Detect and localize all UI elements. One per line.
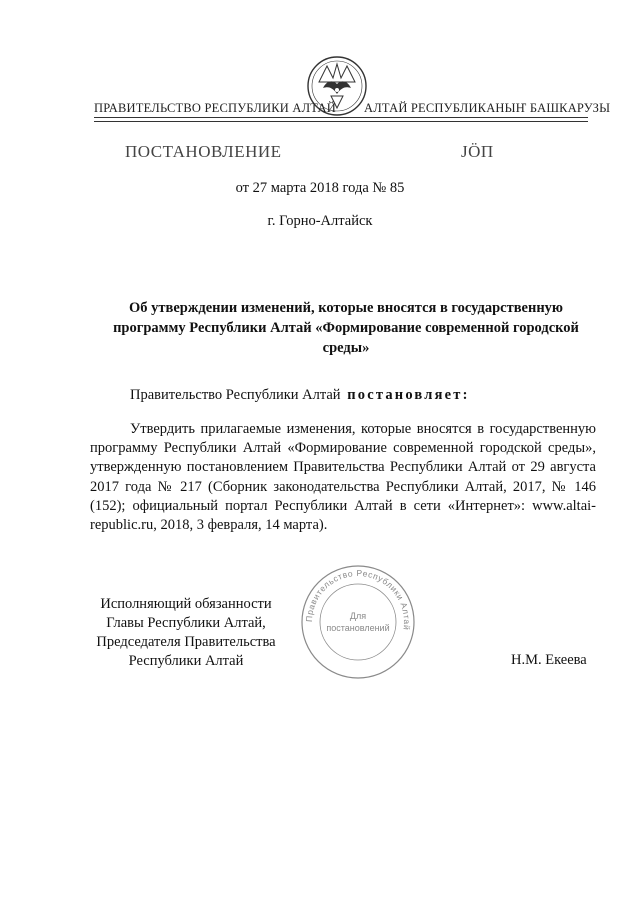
government-name-russian: ПРАВИТЕЛЬСТВО РЕСПУБЛИКИ АЛТАЙ (94, 101, 336, 115)
document-date: от 27 марта 2018 года № 85 (235, 180, 405, 196)
header-divider-thin (94, 121, 588, 122)
signer-name: Н.М. Екеева (511, 652, 587, 668)
signer-position-line: Исполняющий обязанности (100, 596, 272, 612)
official-stamp (298, 562, 418, 682)
document-city: г. Горно-Алтайск (267, 213, 373, 229)
decree-lead: Правительство Республики Алтай (130, 387, 341, 403)
body-paragraph: Утвердить прилагаемые изменения, которые вносятся в государственную программу Республики Алтай «Формирование современной городской среды», утвержденную постановлением Правительства Республики Алтай от 29 августа 2017 года № 217 (Сборник законодательства Республики Алтай, 2017, № 146 (152); официальный портал Республики Алтай в сети «Интернет»: www.altai-republic.ru, 2018, 3 февраля, 14 марта). (90, 421, 596, 534)
signer-position-line: Республики Алтай (128, 653, 244, 669)
stamp-ring-text: Правительство Республики Алтай (303, 567, 413, 631)
government-name-altai: АЛТАЙ РЕСПУБЛИКАНЫҤ БАШКАРУЗЫ (364, 101, 611, 115)
stamp-center-line: постановлений (326, 623, 390, 633)
signer-position-line: Главы Республики Алтай, (106, 615, 266, 631)
decree-verb: постановляет: (347, 387, 470, 403)
signer-position (91, 595, 281, 671)
header-divider (94, 117, 588, 118)
document-type-russian: ПОСТАНОВЛЕНИЕ (125, 142, 282, 161)
document-type-altai: JÖП (461, 142, 494, 161)
stamp-center-line: Для (349, 611, 367, 621)
signer-position-line: Председателя Правительства (96, 634, 276, 650)
document-subject: Об утверждении изменений, которые вносятся в государственную программу Республики Алтай «Формирование современной городской среды» (113, 300, 579, 356)
decree-line (130, 387, 470, 404)
